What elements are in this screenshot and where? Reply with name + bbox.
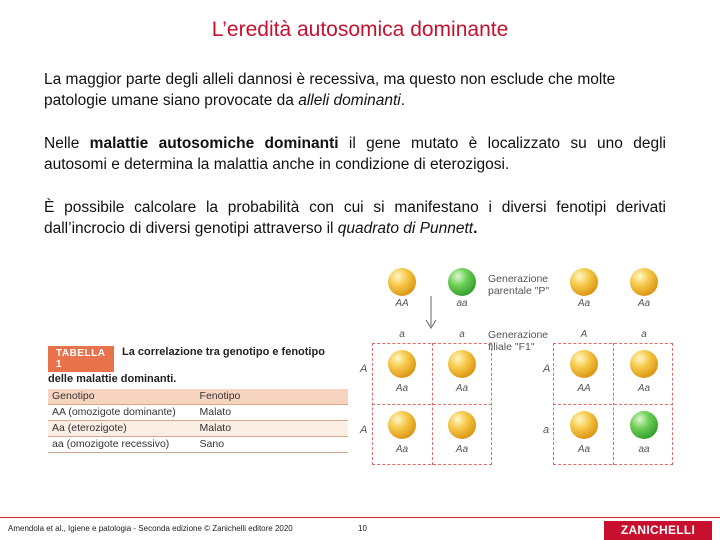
grid-divider xyxy=(372,404,492,405)
table-row xyxy=(48,405,348,421)
table-cell: aa (omozigote recessivo) xyxy=(52,438,170,450)
table-cell: Malato xyxy=(199,406,232,418)
offspring-ball-yellow xyxy=(388,411,416,439)
gamete-label: a xyxy=(641,329,647,340)
side-label: a xyxy=(543,424,550,436)
gamete-label: a xyxy=(459,329,465,340)
generation-p-label: Generazione parentale "P" xyxy=(488,273,550,297)
parent-label: Aa xyxy=(577,298,591,309)
offspring-ball-yellow xyxy=(388,350,416,378)
p1-text: La maggior parte degli alleli dannosi è recessiva, ma questo non esclude che molte patologie umane siano provocate da xyxy=(44,71,616,109)
table-cell: Sano xyxy=(199,438,225,450)
p1-italic: alleli dominanti xyxy=(298,92,401,109)
paragraph-1 xyxy=(44,69,666,111)
table-title: La correlazione tra genotipo e fenotipo xyxy=(122,346,325,358)
parent-label: aa xyxy=(456,298,468,309)
offspring-label: Aa xyxy=(395,444,409,455)
table-header-row xyxy=(48,389,348,405)
p2-text: Nelle xyxy=(44,135,90,152)
offspring-ball-yellow xyxy=(448,411,476,439)
offspring-label: Aa xyxy=(637,383,651,394)
page-number: 10 xyxy=(358,524,367,533)
p2-end: il gene mutato è localizzato su uno degli autosomi e determina la malattia anche in condizione di eterozigosi. xyxy=(44,135,666,173)
slide-title: L’eredità autosomica dominante xyxy=(211,18,509,41)
p3-italic: quadrato di Punnett xyxy=(337,220,474,237)
offspring-label: AA xyxy=(577,383,591,394)
grid-divider xyxy=(553,404,673,405)
offspring-label: Aa xyxy=(455,444,469,455)
side-label: A xyxy=(543,363,551,375)
side-label: A xyxy=(360,363,368,375)
table-head xyxy=(48,346,348,372)
table-cell: AA (omozigote dominante) xyxy=(52,406,176,418)
table-badge: TABELLA 1 xyxy=(48,346,114,372)
parent-ball-yellow xyxy=(630,268,658,296)
parent-ball-yellow xyxy=(388,268,416,296)
table-row xyxy=(48,437,348,453)
footer-credit: Amendola et al., Igiene e patologia - Seconda edizione © Zanichelli editore 2020 xyxy=(8,524,293,533)
offspring-label: Aa xyxy=(455,383,469,394)
header-genotype: Genotipo xyxy=(52,390,95,402)
parent-ball-yellow xyxy=(570,268,598,296)
side-label: A xyxy=(360,424,368,436)
p3-end: . xyxy=(473,220,478,237)
table-cell: Aa (eterozigote) xyxy=(52,422,127,434)
genotype-table xyxy=(48,346,348,453)
offspring-ball-yellow xyxy=(570,350,598,378)
gamete-label: A xyxy=(580,329,588,340)
footer-divider xyxy=(0,517,720,518)
offspring-label: aa xyxy=(638,444,650,455)
parent-label: Aa xyxy=(637,298,651,309)
offspring-ball-green xyxy=(630,411,658,439)
gamete-label: a xyxy=(399,329,405,340)
p2-bold: malattie autosomiche dominanti xyxy=(89,135,339,152)
p1-end: . xyxy=(400,92,406,109)
offspring-ball-yellow xyxy=(630,350,658,378)
table-row xyxy=(48,421,348,437)
offspring-label: Aa xyxy=(395,383,409,394)
down-arrow-icon xyxy=(424,296,438,332)
table-cell: Malato xyxy=(199,422,232,434)
table-title-2: delle malattie dominanti. xyxy=(48,373,177,385)
paragraph-2 xyxy=(44,133,666,175)
offspring-ball-yellow xyxy=(570,411,598,439)
p3-text: È possibile calcolare la probabilità con cui si manifestano i diversi fenotipi derivati dall’incrocio di diversi genotipi attraverso il xyxy=(44,199,666,237)
header-phenotype: Fenotipo xyxy=(199,390,241,402)
parent-ball-green xyxy=(448,268,476,296)
parent-label: AA xyxy=(395,298,409,309)
generation-f1-label: Generazione filiale "F1" xyxy=(488,329,549,353)
publisher-logo: ZANICHELLI xyxy=(604,521,712,540)
paragraph-3 xyxy=(44,197,666,239)
offspring-ball-yellow xyxy=(448,350,476,378)
offspring-label: Aa xyxy=(577,444,591,455)
